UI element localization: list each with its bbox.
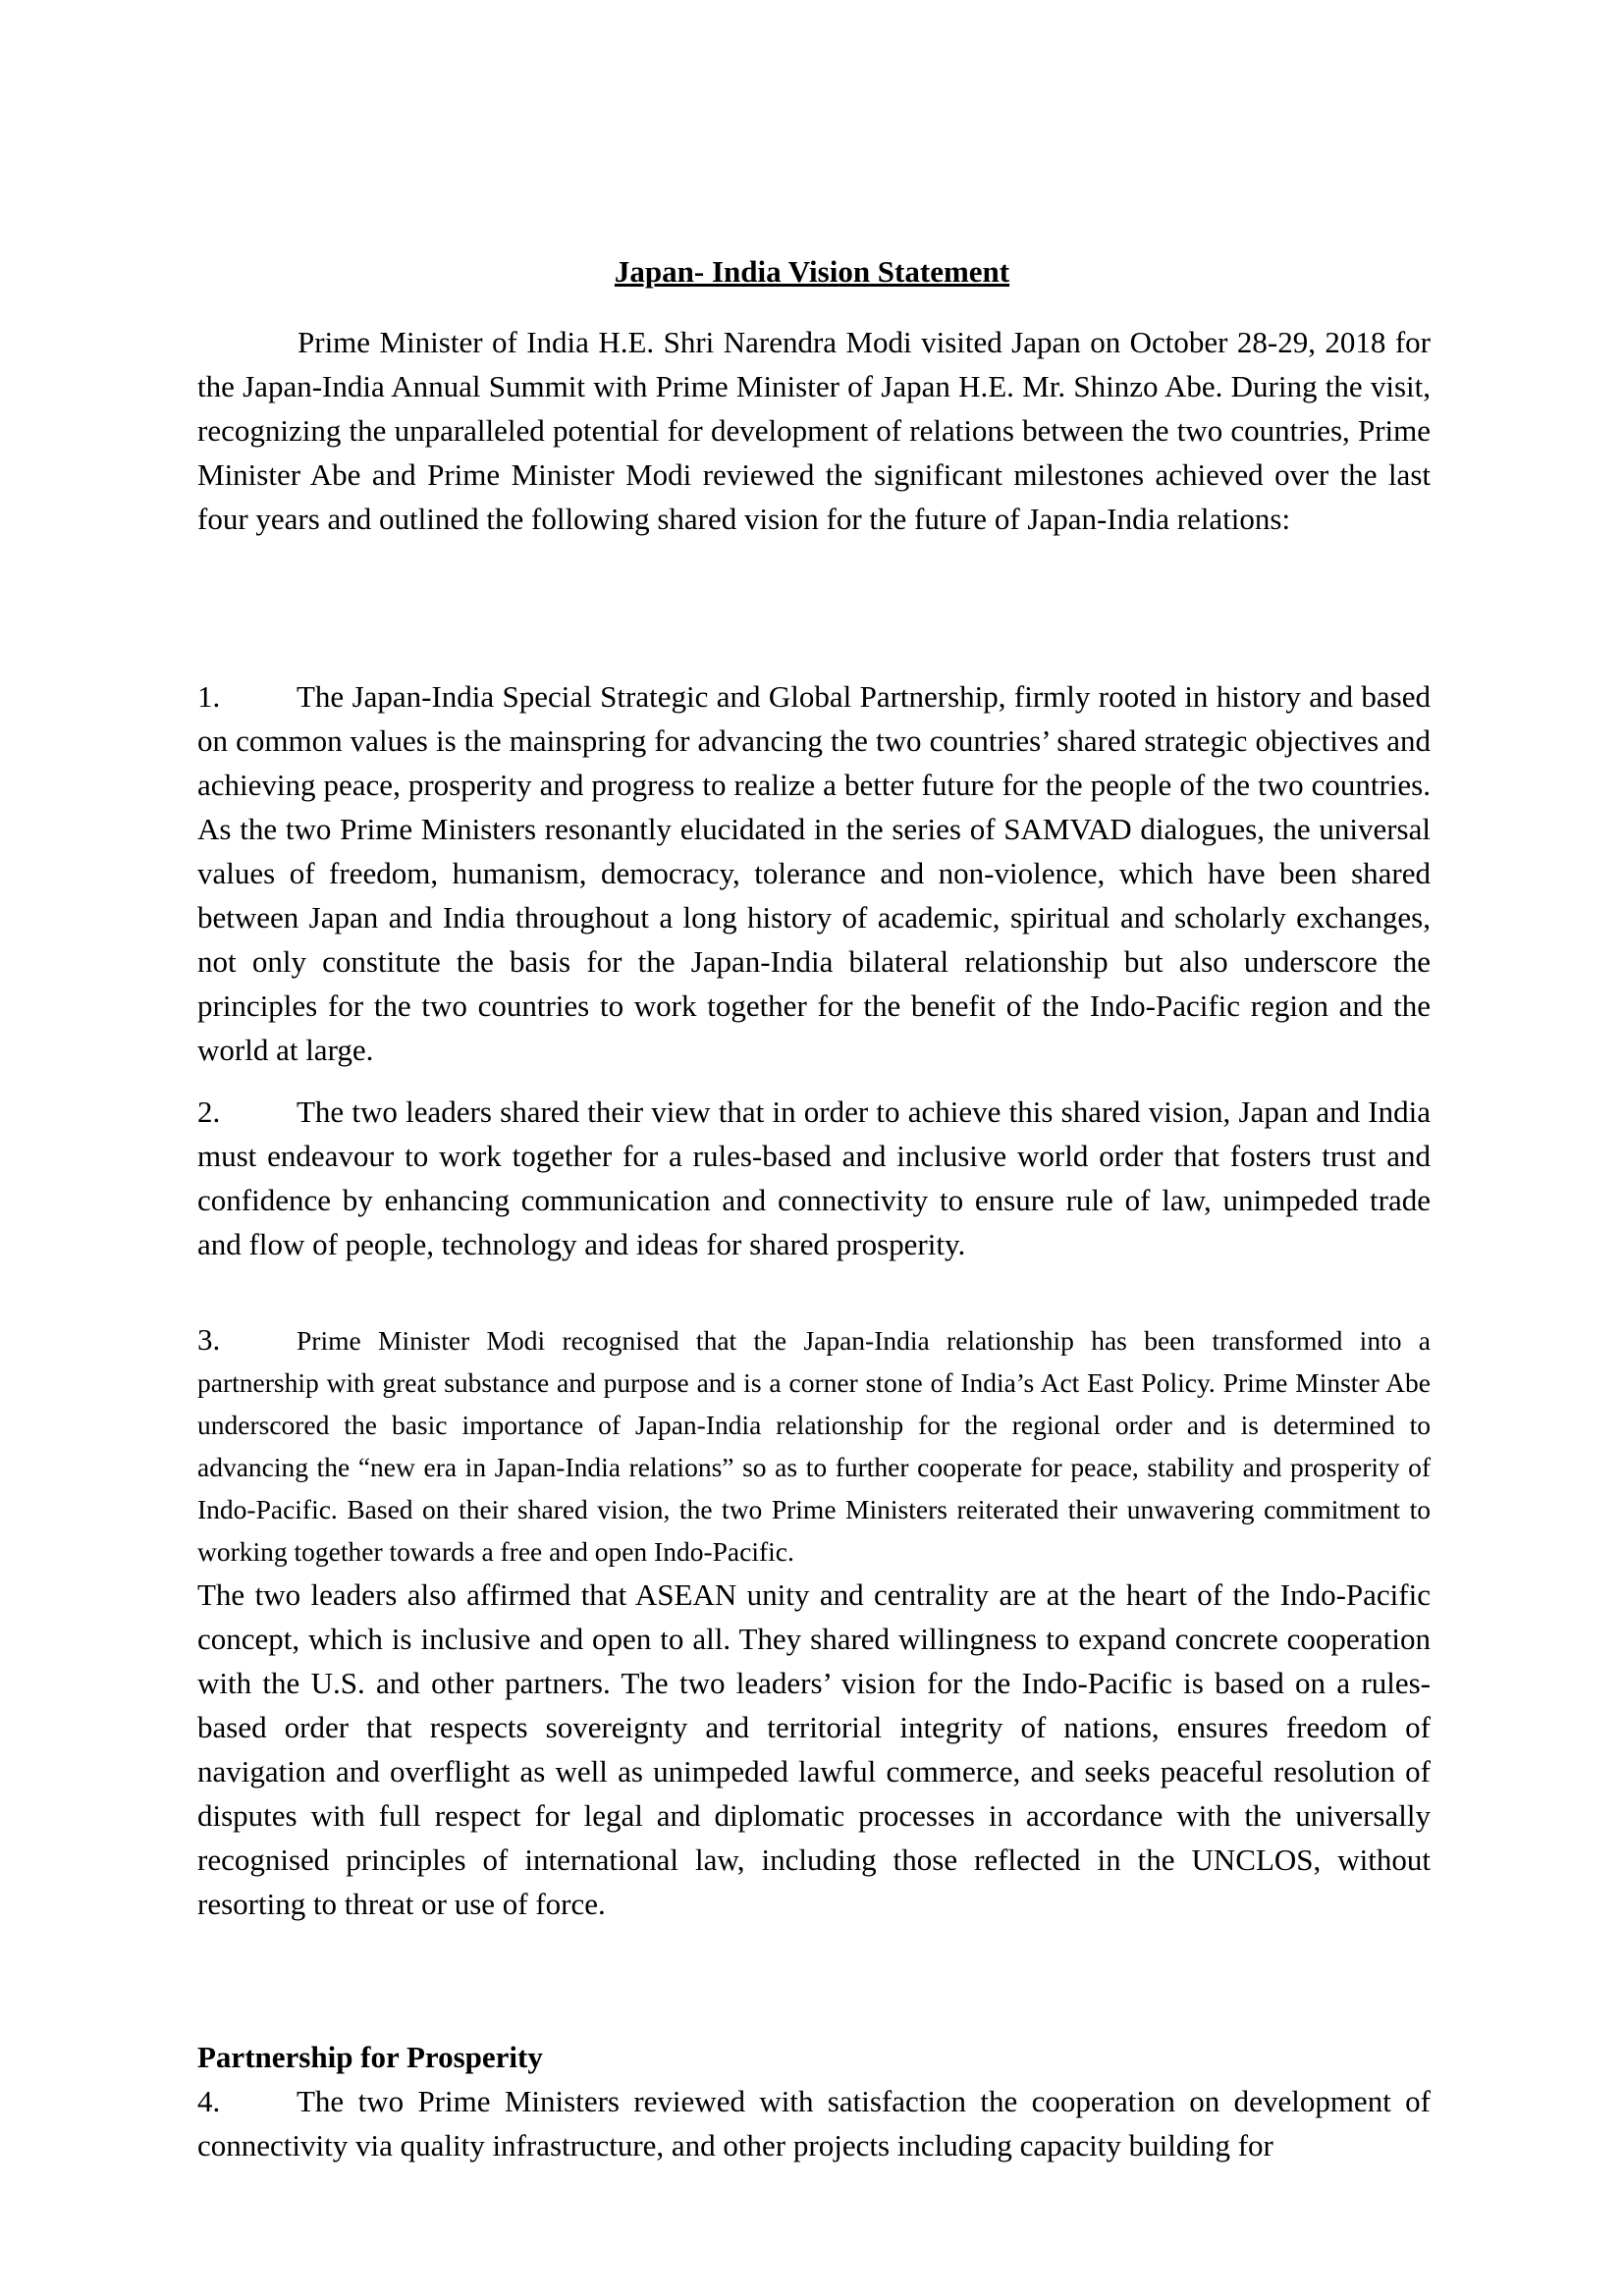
paragraph-number: 1. [197,679,221,714]
paragraph-number: 4. [197,2084,221,2118]
document-title: Japan- India Vision Statement [614,254,1010,289]
paragraph-text: Prime Minister Modi recognised that the Japan-India relationship has been transformed into a partnership with great substance and purpose and is a corner stone of India’s Act East Policy. Prime Minster Abe underscored the basic importance of Japan-India relationship for the regional order and is determined to advancing the “new era in Japan-India relations” so as to further cooperate for peace, stability and prosperity of Indo-Pacific. Based on their shared vision, the two Prime Ministers reiterated their unwavering commitment to working together towards a free and open Indo-Pacific. [197,1325,1431,1567]
paragraph-1 [197,674,1431,1072]
intro-text: Prime Minister of India H.E. Shri Narendra Modi visited Japan on October 28-29, 2018 for the Japan-India Annual Summit with Prime Minister of Japan H.E. Mr. Shinzo Abe. During the visit, recognizing the unparalleled potential for development of relations between the two countries, Prime Minister Abe and Prime Minister Modi reviewed the significant milestones achieved over the last four years and outlined the following shared vision for the future of Japan-India relations: [197,325,1431,536]
paragraph-3 [197,1318,1431,1573]
paragraph-2 [197,1090,1431,1266]
paragraph-4 [197,2079,1431,2167]
paragraph-number: 3. [197,1322,221,1357]
paragraph-text: The two leaders shared their view that in order to achieve this shared vision, Japan and India must endeavour to work together for a rules-based and inclusive world order that fosters trust and confidence by enhancing communication and connectivity to ensure rule of law, unimpeded trade and flow of people, technology and ideas for shared prosperity. [197,1095,1431,1261]
paragraph-number: 2. [197,1095,221,1129]
intro-paragraph [197,320,1431,541]
paragraph-text: The two Prime Ministers reviewed with satisfaction the cooperation on development of connectivity via quality infrastructure, and other projects including capacity building for [197,2084,1431,2163]
paragraph-text: The two leaders also affirmed that ASEAN unity and centrality are at the heart of the Indo-Pacific concept, which is inclusive and open to all. They shared willingness to expand concrete cooperation with the U.S. and other partners. The two leaders’ vision for the Indo-Pacific is based on a rules-based order that respects sovereignty and territorial integrity of nations, ensures freedom of navigation and overflight as well as unimpeded lawful commerce, and seeks peaceful resolution of disputes with full respect for legal and diplomatic processes in accordance with the universally recognised principles of international law, including those reflected in the UNCLOS, without resorting to threat or use of force. [197,1577,1431,1921]
paragraph-text: The Japan-India Special Strategic and Global Partnership, firmly rooted in history and based on common values is the mainspring for advancing the two countries’ shared strategic objectives and achieving peace, prosperity and progress to realize a better future for the people of the two countries. As the two Prime Ministers resonantly elucidated in the series of SAMVAD dialogues, the universal values of freedom, humanism, democracy, tolerance and non-violence, which have been shared between Japan and India throughout a long history of academic, spiritual and scholarly exchanges, not only constitute the basis for the Japan-India bilateral relationship but also underscore the principles for the two countries to work together for the benefit of the Indo-Pacific region and the world at large. [197,679,1431,1067]
section-heading: Partnership for Prosperity [197,2040,543,2074]
paragraph-3-continued [197,1573,1431,1926]
